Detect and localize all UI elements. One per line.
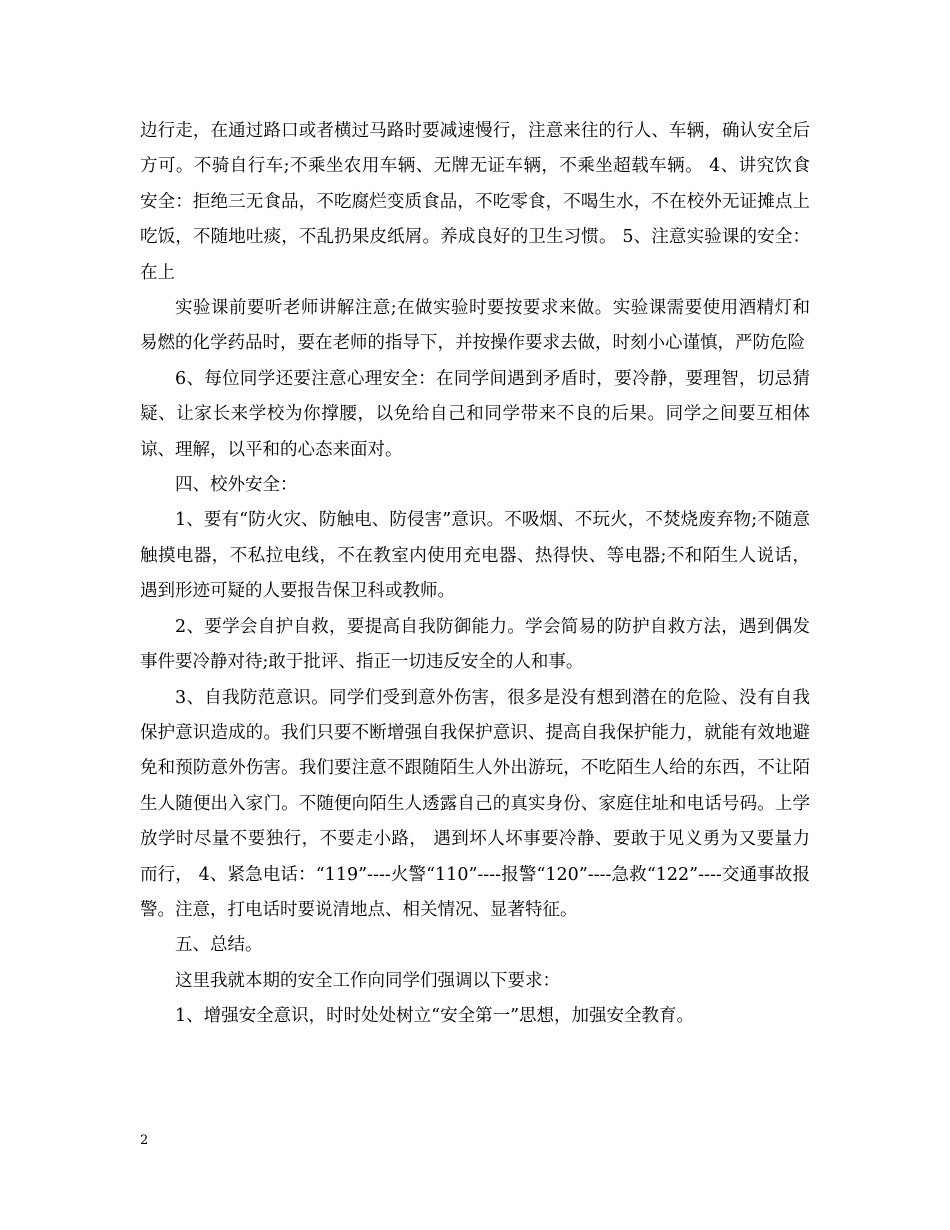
paragraph-1: 边行走，在通过路口或者横过马路时要减速慢行，注意来往的行人、车辆，确认安全后方可。不骑自行车;不乘坐农用车辆、无牌无证车辆，不乘坐超载车辆。 4、讲究饮食安全：拒绝三无食品，不吃腐烂变质食品，不吃零食，不喝生水，不在校外无证摊点上吃饭，不随地吐痰，不乱扔果皮纸屑。养成良好的卫生习惯。 5、注意实验课的安全：在上 xyxy=(140,121,810,283)
document-body xyxy=(140,114,810,1035)
paragraph-10: 1、增强安全意识，时时处处树立“安全第一”思想，加强安全教育。 xyxy=(175,1006,695,1027)
paragraph-9: 这里我就本期的安全工作向同学们强调以下要求： xyxy=(175,970,560,991)
page-number: 2 xyxy=(140,1133,149,1148)
paragraph-6: 2、要学会自护自救，要提高自我防御能力。学会简易的防护自救方法，遇到偶发事件要冷静对待;敢于批评、指正一切违反安全的人和事。 xyxy=(140,616,810,673)
paragraph-3: 6、每位同学还要注意心理安全：在同学间遇到矛盾时，要冷静，要理智，切忌猜疑、让家长来学校为你撑腰，以免给自己和同学带来不良的后果。同学之间要互相体谅、理解，以平和的心态来面对。 xyxy=(140,368,810,460)
paragraph-5: 1、要有“防火灾、防触电、防侵害”意识。不吸烟、不玩火，不焚烧废弃物;不随意触摸电器，不私拉电线，不在教室内使用充电器、热得快、等电器;不和陌生人说话，遇到形迹可疑的人要报告保卫科或教师。 xyxy=(140,510,810,602)
paragraph-2: 实验课前要听老师讲解注意;在做实验时要按要求来做。实验课需要使用酒精灯和易燃的化学药品时，要在老师的指导下，并按操作要求去做，时刻小心谨慎，严防危险 xyxy=(140,298,810,354)
paragraph-7: 3、自我防范意识。同学们受到意外伤害，很多是没有想到潜在的危险、没有自我保护意识造成的。我们只要不断增强自我保护意识、提高自我保护能力，就能有效地避免和预防意外伤害。我们要注意不跟随陌生人外出游玩，不吃陌生人给的东西，不让陌生人随便出入家门。不随便向陌生人透露自己的真实身份、家庭住址和电话号码。上学放学时尽量不要独行，不要走小路， 遇到坏人坏事要冷静、要敢于见义勇为又要量力而行， 4、紧急电话：“119”----火警“110”----报警“120”----急救“122”----交通事故报警。注意，打电话时要说清地点、相关情况、显著特征。 xyxy=(140,687,810,920)
section-heading-summary: 五、总结。 xyxy=(175,935,263,956)
section-heading-offcampus-safety: 四、校外安全： xyxy=(175,475,298,496)
